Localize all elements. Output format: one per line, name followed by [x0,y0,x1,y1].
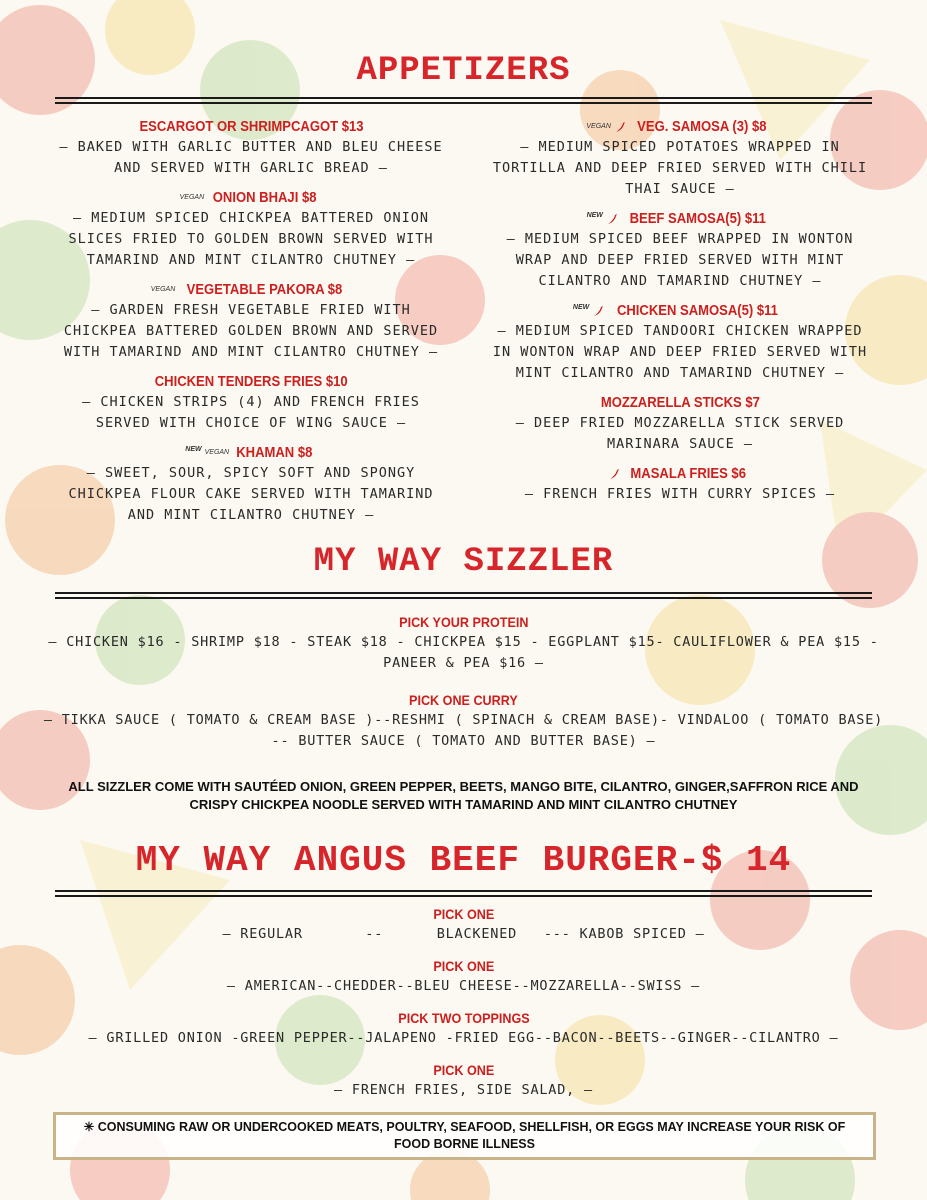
menu-item-name: BEEF SAMOSA(5) $11 [629,211,766,227]
protein-options [40,612,887,674]
curry-options [40,690,887,752]
menu-item [490,392,870,455]
chili-pepper-icon [606,213,618,225]
appetizers-left-column [55,116,447,534]
menu-item-name: CHICKEN TENDERS FRIES $10 [154,374,348,390]
menu-item-header [490,300,870,321]
menu-item-header [55,279,447,300]
burger-option-label: PICK ONE [433,1062,494,1078]
menu-item-name: MOZZARELLA STICKS $7 [600,395,760,411]
menu-item [55,116,447,179]
burger-option [40,904,887,945]
vegan-badge: VEGAN [179,194,205,201]
menu-item-name: ONION BHAJI $8 [212,190,317,206]
burger-option-text: – GRILLED ONION -GREEN PEPPER--JALAPENO -FRIED EGG--BACON--BEETS--GINGER--CILANTRO – [88,1030,839,1046]
curry-label: PICK ONE CURRY [409,692,518,708]
menu-item [490,300,870,384]
divider [55,97,872,104]
menu-item-name: VEGETABLE PAKORA $8 [186,282,343,298]
menu-item-description: – FRENCH FRIES WITH CURRY SPICES – [524,486,836,502]
menu-item-name: ESCARGOT OR SHRIMPCAGOT $13 [138,119,364,135]
menu-item-header [55,116,447,137]
curry-text: – TIKKA SAUCE ( TOMATO & CREAM BASE )--RESHMI ( SPINACH & CREAM BASE)- VINDALOO ( TOMATO BASE) -- BUTTER SAUCE ( TOMATO AND BUTTER BASE) – [43,712,884,749]
new-badge: NEW [572,303,590,311]
burger-option-label: PICK TWO TOPPINGS [397,1010,530,1026]
burger-title: MY WAY ANGUS BEEF BURGER-$ 14 [135,840,792,881]
protein-label: PICK YOUR PROTEIN [398,614,529,630]
menu-item-description: – MEDIUM SPICED POTATOES WRAPPED IN TORTILLA AND DEEP FRIED SERVED WITH CHILI THAI SAUCE – [492,139,868,197]
chili-pepper-icon [592,305,604,317]
burger-option [40,1008,887,1049]
sizzler-note: ALL SIZZLER COME WITH SAUTÉED ONION, GREEN PEPPER, BEETS, MANGO BITE, CILANTRO, GINGER,SAFFRON RICE AND CRISPY CHICKPEA NOODLE SERVED WITH TAMARIND AND MINT CILANTRO CHUTNEY [68,779,859,812]
menu-item-description: – SWEET, SOUR, SPICY SOFT AND SPONGY CHICKPEA FLOUR CAKE SERVED WITH TAMARIND AND MINT CILANTRO CHUTNEY – [68,465,434,523]
menu-item [490,116,870,200]
menu-item [55,279,447,363]
menu-item-header [490,116,870,137]
menu-item-name: VEG. SAMOSA (3) $8 [637,119,767,135]
menu-item-header [55,371,447,392]
appetizers-title: APPETIZERS [356,52,571,90]
food-safety-warning: ✳ CONSUMING RAW OR UNDERCOOKED MEATS, POULTRY, SEAFOOD, SHELLFISH, OR EGGS MAY INCREASE YOUR RISK OF FOOD BORNE ILLNESS [53,1112,876,1160]
menu-item-description: – MEDIUM SPICED CHICKPEA BATTERED ONION SLICES FRIED TO GOLDEN BROWN SERVED WITH TAMARIND AND MINT CILANTRO CHUTNEY – [68,210,434,268]
divider [55,890,872,897]
burger-option [40,956,887,997]
menu-item-header [490,463,870,484]
chili-pepper-icon [614,121,626,133]
menu-item-description: – GARDEN FRESH VEGETABLE FRIED WITH CHICKPEA BATTERED GOLDEN BROWN AND SERVED WITH TAMARIND AND MINT CILANTRO CHUTNEY – [63,302,439,360]
divider [55,592,872,599]
burger-option-label: PICK ONE [433,958,494,974]
menu-item-header [55,442,447,463]
appetizers-right-column [490,116,870,513]
burger-option-text: – FRENCH FRIES, SIDE SALAD, – [334,1082,593,1098]
menu-item-header [490,392,870,413]
menu-item-description: – MEDIUM SPICED TANDOORI CHICKEN WRAPPED IN WONTON WRAP AND DEEP FRIED SERVED WITH MINT CILANTRO AND TAMARIND CHUTNEY – [492,323,868,381]
menu-item-description: – DEEP FRIED MOZZARELLA STICK SERVED MARINARA SAUCE – [515,415,845,452]
menu-item-header [55,187,447,208]
menu-item-description: – BAKED WITH GARLIC BUTTER AND BLEU CHEESE AND SERVED WITH GARLIC BREAD – [59,139,443,176]
new-badge: NEW [185,445,202,453]
burger-option [40,1060,887,1101]
new-badge: NEW [586,211,603,219]
menu-item [490,463,870,505]
vegan-badge: VEGAN [204,449,230,456]
burger-option-label: PICK ONE [433,906,494,922]
menu-item-header [490,208,870,229]
vegan-badge: VEGAN [150,286,176,293]
menu-item-description: – CHICKEN STRIPS (4) AND FRENCH FRIES SERVED WITH CHOICE OF WING SAUCE – [82,394,420,431]
menu-item-name: CHICKEN SAMOSA(5) $11 [617,303,779,319]
burger-option-text: – AMERICAN--CHEDDER--BLEU CHEESE--MOZZARELLA--SWISS – [226,978,701,994]
burger-option-text: – REGULAR -- BLACKENED --- KABOB SPICED – [222,926,705,942]
menu-item [55,187,447,271]
menu-item [490,208,870,292]
protein-text: – CHICKEN $16 - SHRIMP $18 - STEAK $18 - CHICKPEA $15 - EGGPLANT $15- CAULIFLOWER & PEA $15 - PANEER & PEA $16 – [48,634,879,671]
vegan-badge: VEGAN [586,123,611,130]
chili-pepper-icon [608,468,620,480]
menu-item-name: KHAMAN $8 [236,445,313,461]
menu-item [55,371,447,434]
menu-item-description: – MEDIUM SPICED BEEF WRAPPED IN WONTON WRAP AND DEEP FRIED SERVED WITH MINT CILANTRO AND TAMARIND CHUTNEY – [506,231,854,289]
menu-item-name: MASALA FRIES $6 [630,466,746,482]
sizzler-title: MY WAY SIZZLER [313,543,614,581]
menu-item [55,442,447,526]
